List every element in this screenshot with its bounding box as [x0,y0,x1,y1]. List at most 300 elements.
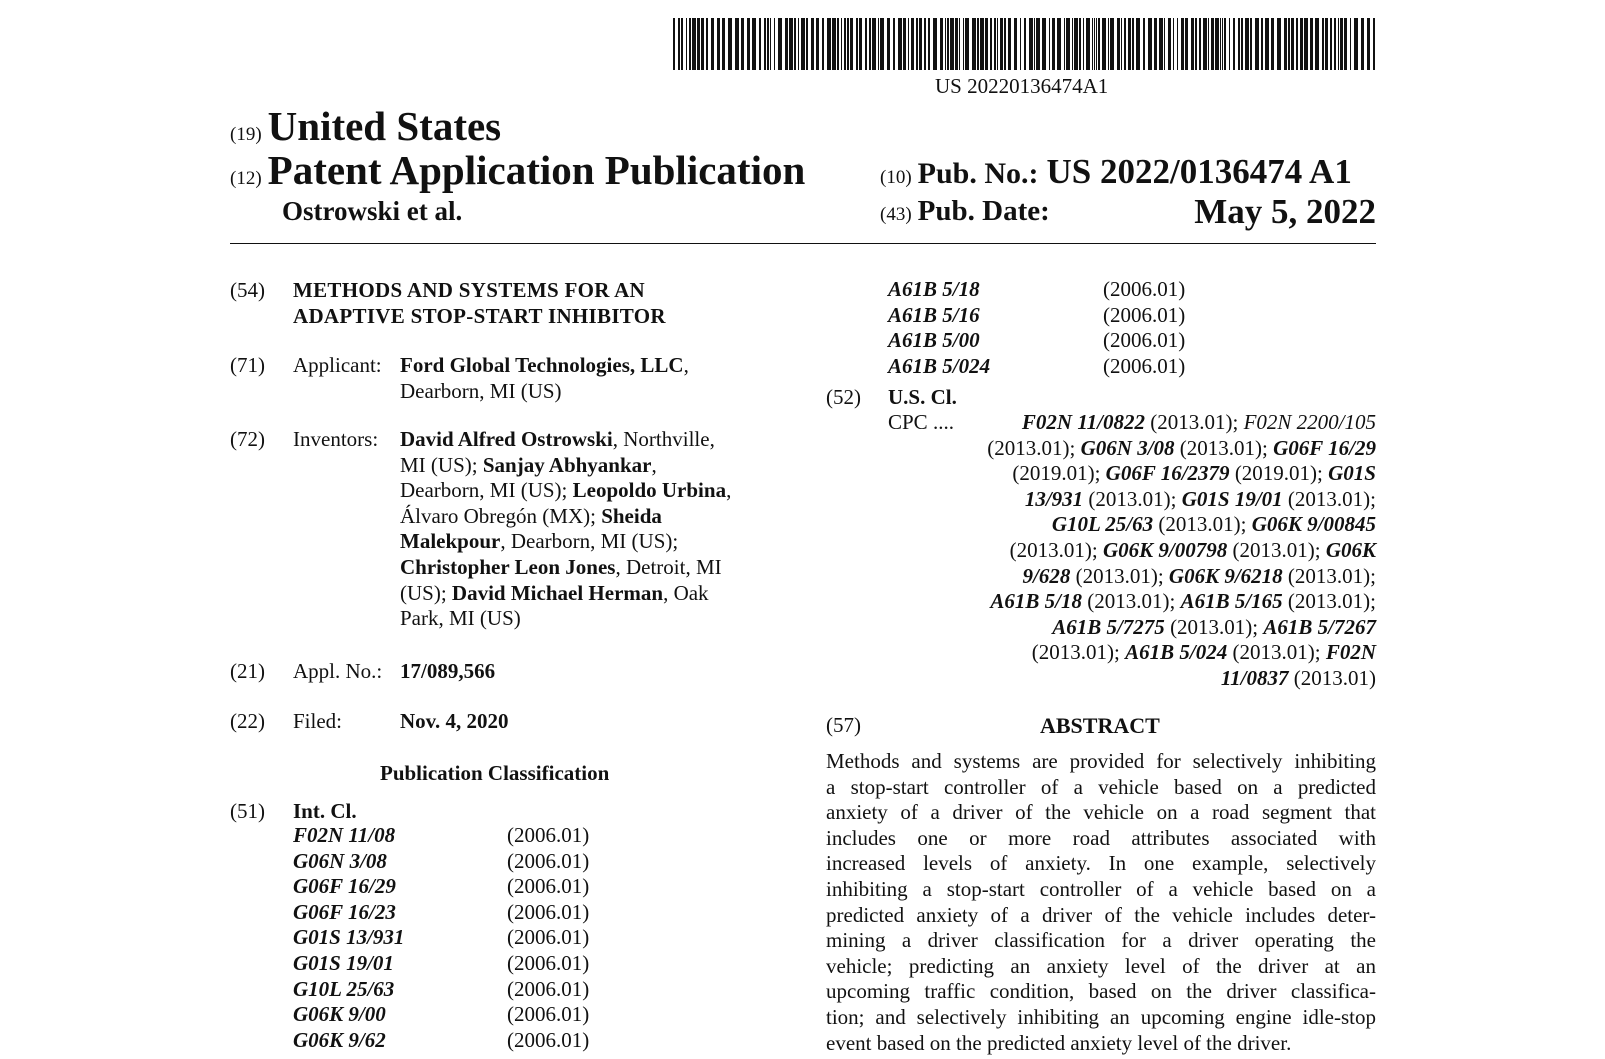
barcode-bar [1277,18,1281,70]
cpc-line [935,512,1376,538]
barcode-bar [827,18,831,70]
barcode-bar [1164,18,1165,70]
cpc-line [935,589,1376,615]
cpc-line [935,640,1376,666]
cpc-label: CPC .... [888,410,954,434]
inventor-text: , [651,452,657,477]
barcode-bar [880,18,884,70]
cpc-line [935,615,1376,641]
barcode-bar [1181,18,1184,70]
inventor-name: David Michael Herman [451,580,664,605]
applicant-code: (71) [230,353,265,377]
barcode-bar [1148,18,1152,70]
barcode-bar [1354,18,1358,70]
applicant-label: Applicant: [293,353,382,377]
barcode-bar [832,18,836,70]
barcode-bar [997,18,998,70]
barcode-bar [697,18,700,70]
appl-code: (21) [230,659,265,683]
inventor-text: , Dearborn, MI (US); [500,529,679,554]
intcl-version-date: (2006.01) [507,950,590,975]
barcode-bar [689,18,691,70]
barcode-bar [1291,18,1294,70]
barcode-bar [1177,18,1178,70]
pub-date-label: Pub. Date: [917,195,1050,227]
abstract-line: includes one or more road attributes associated with [826,825,1376,850]
intcl-version-date: (2006.01) [507,976,590,1001]
abstract-line: increased levels of anxiety. In one example, selectively [826,851,1376,876]
cpc-class-code: G06K [1325,537,1376,562]
pub-date-line [880,192,1376,231]
barcode-bar [1208,18,1209,70]
barcode-bar [1304,18,1308,70]
inventors-short: Ostrowski et al. [282,196,463,226]
uscl-code: (52) [826,385,861,409]
cpc-version-date: (2013.01); [1282,589,1376,614]
barcode-bar [963,18,964,70]
abstract-code: (57) [826,713,861,737]
barcode-bar [1143,18,1145,70]
barcode-bar [728,18,732,70]
barcode-bar [1241,18,1243,70]
barcode-bar [933,18,937,70]
cpc-version-date: (2013.01); [1174,435,1274,460]
cpc-version-date: (2013.01); [1164,614,1264,639]
barcode-bar [893,18,895,70]
barcode-bar [924,18,926,70]
barcode-bar [856,18,858,70]
barcode-bar [1315,18,1319,70]
barcode-bar [947,18,949,70]
inventors-code: (72) [230,427,265,451]
barcode-bar [1215,18,1219,70]
barcode-bar [1261,18,1263,70]
intcl-version-date: (2006.01) [1103,302,1186,327]
barcode-bar [1072,18,1073,70]
cpc-version-date: (2013.01); [1145,410,1244,434]
cpc-version-date: (2013.01); [1227,640,1326,665]
barcode-bar [1008,18,1011,70]
intcl-version-date: (2006.01) [507,925,590,950]
barcode-bar [903,18,906,70]
cpc-line [935,564,1376,590]
barcode-bar [678,18,680,70]
doc-type: Patent Application Publication [267,147,806,193]
barcode-bar [1110,18,1114,70]
abstract-heading: ABSTRACT [1040,713,1160,738]
intcl-version-date: (2006.01) [1103,328,1186,353]
barcode-bar [872,18,876,70]
abstract-line: mining a driver classification for a driver operating the [826,928,1376,953]
barcode-bar [837,18,839,70]
barcode-bar [794,18,796,70]
barcode-bar [1020,18,1021,70]
barcode-bar [701,18,704,70]
barcode-bar [859,18,862,70]
barcode-bar [673,18,675,70]
country-code: (19) [230,124,262,145]
cpc-line [935,538,1376,564]
barcode-bar [717,18,720,70]
barcode-bar [898,18,902,70]
barcode-bar [980,18,984,70]
title-line-2: ADAPTIVE STOP-START INHIBITOR [293,303,666,328]
cpc-version-date: (2013.01); [1282,486,1376,511]
intcl-class-code: G06N 3/08 [293,848,387,873]
barcode-bar [1330,18,1332,70]
inventors-line [400,529,731,555]
pub-no: US 2022/0136474 A1 [1046,152,1352,191]
intcl-class-code: G06K 9/62 [293,1027,386,1052]
barcode-bar [959,18,960,70]
abstract-line: vehicle; predicting an anxiety level of the driver at an [826,953,1376,978]
abstract-line: inhibiting a stop-start controller of a vehicle based on a [826,876,1376,901]
barcode-bar [1338,18,1339,70]
cpc-class-code: A61B 5/024 [1125,640,1228,665]
barcode [673,18,1375,70]
barcode-bar [945,18,946,70]
barcode-bar [1154,18,1157,70]
inventor-name: Malekpour [400,529,501,554]
barcode-bar [985,18,988,70]
barcode-bar [1265,18,1269,70]
inventors-line [400,504,731,530]
abstract-text [826,749,1376,1056]
barcode-bar [990,18,992,70]
applicant-location: Dearborn, MI (US) [400,378,562,403]
barcode-bar [686,18,687,70]
publication-classification-heading: Publication Classification [380,761,610,785]
barcode-bar [1173,18,1174,70]
barcode-bar [1098,18,1100,70]
intcl-class-code: F02N 11/08 [293,823,396,847]
cpc-version-date: (2013.01); [1153,512,1252,537]
barcode-bar [916,18,918,70]
uscl-label: U.S. Cl. [888,385,957,409]
barcode-bar [841,18,842,70]
cpc-class-code: G06K 9/00798 [1102,537,1228,562]
barcode-bar [1322,18,1324,70]
barcode-bar [1000,18,1003,70]
barcode-bar [785,18,788,70]
barcode-bar [1128,18,1131,70]
barcode-bar [706,18,708,70]
intcl-version-date: (2006.01) [507,1027,590,1052]
barcode-bar [778,18,782,70]
barcode-bar [681,18,683,70]
barcode-bar [1057,18,1061,70]
barcode-bar [928,18,930,70]
cpc-class-code: A61B 5/165 [1180,589,1283,614]
intcl-class-code: A61B 5/00 [888,328,980,353]
barcode-bar [950,18,954,70]
barcode-bar [1159,18,1163,70]
filed-date: Nov. 4, 2020 [400,709,509,733]
cpc-class-code: A61B 5/7275 [1052,614,1165,639]
barcode-bar [1361,18,1364,70]
barcode-bar [1108,18,1109,70]
intcl-class-code: A61B 5/18 [888,277,980,301]
barcode-bar [919,18,922,70]
cpc-version-date: (2013.01); [1009,537,1103,562]
barcode-bar [806,18,808,70]
barcode-bar [1191,18,1194,70]
barcode-bar [1325,18,1328,70]
cpc-class-code: G06K 9/6218 [1168,563,1283,588]
barcode-bar [752,18,756,70]
barcode-bar [1296,18,1298,70]
barcode-bar [711,18,714,70]
intcl-version-date: (2006.01) [507,874,590,899]
abstract-line: upcoming traffic condition, based on the driver classifica- [826,979,1376,1004]
inventor-text: (US); [400,580,452,605]
appl-label: Appl. No.: [293,659,383,683]
cpc-class-code: A61B 5/7267 [1263,614,1376,639]
barcode-bar [965,18,969,70]
barcode-bar [1074,18,1078,70]
filed-code: (22) [230,709,265,733]
barcode-bar [1094,18,1095,70]
barcode-bar [1224,18,1226,70]
applicant-value [400,353,689,404]
cpc-class-code: G01S [1328,461,1376,486]
pub-date-code: (43) [880,204,912,225]
intcl-version-date: (2006.01) [1103,277,1186,301]
inventors-line [400,555,731,581]
inventors-line [400,453,731,479]
cpc-version-date: (2013.01); [1070,563,1169,588]
barcode-bar [801,18,805,70]
cpc-version-date: (2013.01); [1083,486,1182,511]
cpc-class-code: G06F 16/29 [1273,435,1376,460]
inventor-name: Christopher Leon Jones [400,554,616,579]
barcode-bar [1222,18,1223,70]
barcode-bar [1049,18,1050,70]
pub-date: May 5, 2022 [1194,192,1376,231]
barcode-bar [972,18,976,70]
barcode-bar [1238,18,1240,70]
cpc-class-code: 9/628 [1022,563,1071,588]
barcode-bar [1373,18,1375,70]
cpc-class-code: G06N 3/08 [1080,435,1175,460]
barcode-bar [1284,18,1287,70]
abstract-line: Methods and systems are provided for selectively inhibiting [826,749,1376,773]
barcode-bar [816,18,819,70]
title-code: (54) [230,278,265,302]
barcode-bar [1079,18,1081,70]
barcode-bar [1211,18,1214,70]
barcode-bar [1203,18,1207,70]
barcode-bar [735,18,739,70]
barcode-bar [1117,18,1120,70]
cpc-version-date: (2013.01); [1227,537,1326,562]
inventor-text: , Northville, [612,427,715,451]
abstract-line: tion; and selectively inhibiting an upcoming engine idle-stop [826,1004,1376,1029]
barcode-bar [1092,18,1093,70]
cpc-version-date: (2013.01); [1282,563,1376,588]
abstract-line: event based on the predicted anxiety level of the driver. [826,1030,1292,1055]
intcl-version-date: (2006.01) [507,823,590,847]
barcode-bar [1288,18,1290,70]
barcode-bar [1124,18,1126,70]
barcode-bar [1344,18,1347,70]
barcode-bar [1168,18,1171,70]
barcode-bar [767,18,769,70]
abstract-line: anxiety of a driver of the vehicle on a road segment that [826,800,1376,825]
pub-no-code: (10) [880,167,912,188]
cpc-class-code: G01S 19/01 [1181,486,1283,511]
barcode-bar [869,18,871,70]
barcode-bar [1096,18,1097,70]
inventors-line [400,581,731,607]
doc-type-code: (12) [230,168,262,189]
barcode-bar [955,18,958,70]
cpc-line [935,666,1376,692]
barcode-bar [1300,18,1303,70]
pub-no-line [880,152,1352,192]
inventors-line [400,427,731,453]
cpc-class-code: F02N 2200/105 [1243,410,1376,434]
barcode-bar [1034,18,1035,70]
barcode-bar [1310,18,1313,70]
barcode-bar [1350,18,1351,70]
intcl-version-date: (2006.01) [507,1002,590,1027]
barcode-bar [774,18,775,70]
barcode-bar [1255,18,1259,70]
barcode-bar [1042,18,1046,70]
barcode-bar [847,18,849,70]
inventors-list [400,427,731,632]
barcode-bar [1083,18,1084,70]
barcode-bar [722,18,725,70]
applicant-name-suffix: , [683,353,689,377]
cpc-version-date: (2019.01); [1229,461,1329,486]
barcode-bar [741,18,744,70]
inventor-name: Sanjay Abhyankar [482,452,652,477]
country-line [230,102,501,150]
intcl-class-code: A61B 5/024 [888,353,991,378]
cpc-class-code: G10L 25/63 [1051,512,1154,537]
intcl-class-code: G06F 16/29 [293,874,396,899]
barcode-bar [1121,18,1122,70]
inventor-text: Álvaro Obregón (MX); [400,503,602,528]
intcl-class-code: G06F 16/23 [293,899,396,924]
barcode-bar [911,18,914,70]
cpc-class-code: F02N 11/0822 [1021,410,1145,434]
barcode-bar [747,18,750,70]
intcl-label: Int. Cl. [293,799,357,823]
intcl-version-date: (2006.01) [507,848,590,873]
patent-title [293,278,666,329]
barcode-bar [1102,18,1106,70]
barcode-bar [1199,18,1201,70]
barcode-bar [1029,18,1033,70]
cpc-class-code: G06F 16/2379 [1105,461,1230,486]
barcode-bar [1052,18,1055,70]
barcode-bar [1024,18,1026,70]
barcode-bar [1086,18,1090,70]
abstract-line: predicted anxiety of a driver of the vehicle includes deter- [826,902,1376,927]
cpc-version-date: (2013.01); [1081,589,1181,614]
cpc-class-code: 11/0837 [1220,665,1289,690]
barcode-number: US 20220136474A1 [935,74,1109,98]
barcode-bar [977,18,979,70]
barcode-bar [692,18,696,70]
barcode-bar [1132,18,1134,70]
inventor-text: Dearborn, MI (US); [400,478,573,503]
intcl-class-code: G10L 25/63 [293,976,395,1001]
header-divider [230,243,1376,244]
barcode-bar [1250,18,1252,70]
barcode-bar [798,18,799,70]
barcode-bar [1066,18,1070,70]
barcode-bar [759,18,761,70]
applicant-name: Ford Global Technologies, LLC [400,353,684,377]
barcode-bar [764,18,766,70]
barcode-bar [1036,18,1040,70]
intcl-class-code: A61B 5/16 [888,302,980,327]
barcode-bar [822,18,824,70]
barcode-bar [1220,18,1221,70]
barcode-bar [811,18,814,70]
barcode-bar [1185,18,1188,70]
barcode-bar [878,18,879,70]
intcl-class-code: G01S 13/931 [293,925,405,950]
barcode-bar [1014,18,1017,70]
inventor-text: , Detroit, MI [615,554,722,579]
intcl-version-date: (2006.01) [507,899,590,924]
cpc-line [935,436,1376,462]
cpc-line [935,461,1376,487]
inventor-name: David Alfred Ostrowski [400,427,613,451]
barcode-bar [770,18,771,70]
inventor-text: MI (US); [400,452,483,477]
inventor-name: Sheida [601,503,662,528]
barcode-bar [1004,18,1006,70]
barcode-bar [1233,18,1235,70]
title-line-1: METHODS AND SYSTEMS FOR AN [293,278,646,302]
barcode-bar [908,18,909,70]
barcode-bar [1064,18,1065,70]
barcode-bar [865,18,867,70]
barcode-bar [1340,18,1343,70]
barcode-bar [850,18,853,70]
appl-number: 17/089,566 [400,659,496,683]
cpc-classifications [935,410,1376,692]
intcl-class-code: G01S 19/01 [293,950,394,975]
barcode-bar [1334,18,1336,70]
cpc-class-code: 13/931 [1024,486,1084,511]
barcode-bar [940,18,943,70]
barcode-bar [1136,18,1140,70]
inventors-line [400,478,731,504]
cpc-class-code: A61B 5/18 [990,589,1082,614]
intcl-class-code: G06K 9/00 [293,1002,386,1027]
doc-type-line [230,146,805,194]
inventor-text: , Oak [663,580,709,605]
barcode-bar [844,18,846,70]
cpc-line [935,487,1376,513]
barcode-bar [1195,18,1197,70]
cpc-version-date: (2019.01); [1012,461,1106,486]
cpc-version-date: (2013.01); [987,435,1081,460]
country-name: United States [267,103,502,149]
cpc-line [935,410,1376,436]
barcode-bar [789,18,793,70]
barcode-bar [994,18,996,70]
barcode-bar [1229,18,1230,70]
cpc-class-code: F02N [1325,640,1376,665]
